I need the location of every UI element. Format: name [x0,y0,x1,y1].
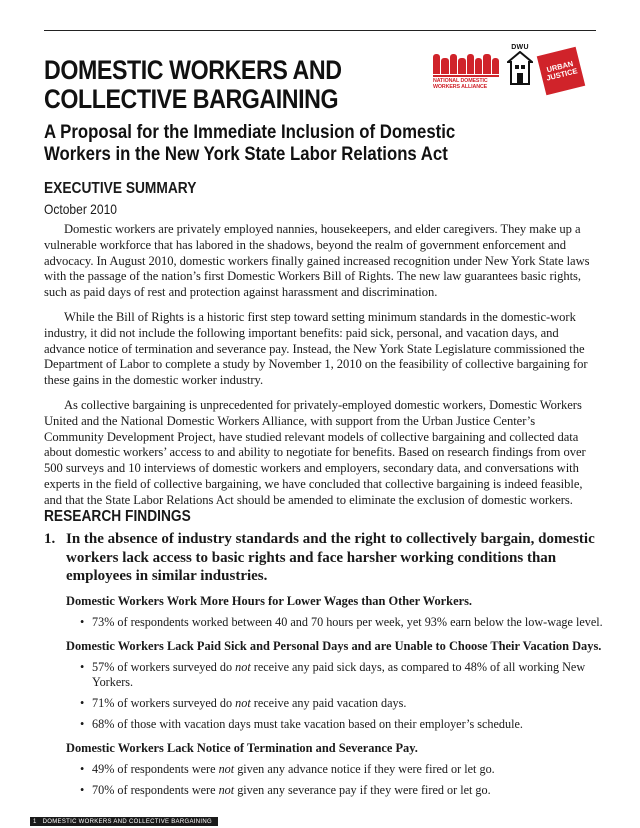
bullet-icon: • [80,762,85,776]
summary-paragraph-1: Domestic workers are privately employed nannies, housekeepers, and elder caregivers. They make up a vulnerable workforce that has labored in the shadows, beyond the realm of government enforcement and advocacy. In August 2010, domestic workers finally gained increased recognition under New York State laws with the passage of the nation’s first Domestic Workers Bill of Rights. The new law guarantees basic rights, such as paid days of rest and protection against harassment and discrimination. [44,222,590,300]
document-title [44,56,342,114]
executive-summary-body [44,222,594,518]
document-subtitle [44,121,455,165]
list-item: • 71% of workers surveyed do not receive any paid vacation days. [80,696,407,710]
subtitle-line-2: Workers in the New York State Labor Relations Act [44,143,448,165]
findings-details [66,594,606,807]
page-number: 1 [33,818,37,825]
top-rule [44,30,596,31]
list-item: • 49% of respondents were not given any advance notice if they were fired or let go. [80,762,495,776]
ndwa-logo [433,52,499,90]
list-item: • 57% of workers surveyed do not receive any paid sick days, as compared to 48% of all working New Yorkers. [80,660,586,689]
subtitle-line-1: A Proposal for the Immediate Inclusion of Domestic [44,121,456,143]
summary-paragraph-2: While the Bill of Rights is a historic first step toward setting minimum standards in the domestic-work industry, it did not include the following important benefits: paid sick, personal, and vacation days, and advance notice of termination and severance pay. Instead, the New York State Legislature commissioned the Department of Labor to complete a study by November 1, 2010 on the feasibility of collective bargaining for these gains in the domestic worker industry. [44,309,588,388]
ndwa-logo-text: NATIONAL DOMESTIC WORKERS ALLIANCE [433,78,488,90]
bullet-icon: • [80,615,85,629]
finding-text: In the absence of industry standards and the right to collectively bargain, domestic workers lack access to basic rights and face harsher working conditions than employees in similar industries. [66,531,595,584]
group-heading: Domestic Workers Work More Hours for Lower Wages than Other Workers. [66,594,472,608]
publication-date: October 2010 [44,201,117,217]
running-title: DOMESTIC WORKERS AND COLLECTIVE BARGAINING [42,818,212,825]
house-icon [507,51,533,85]
urban-justice-logo-text: URBAN JUSTICE [545,58,579,83]
finding-group [66,639,606,732]
finding-number: 1. [44,531,56,547]
finding-1 [44,530,604,586]
group-heading: Domestic Workers Lack Paid Sick and Personal Days and are Unable to Choose Their Vacation Days. [66,639,602,653]
dwu-logo-text: DWU [511,44,529,51]
bullet-icon: • [80,783,85,797]
finding-group [66,741,606,798]
footer-bar [30,817,218,826]
urban-justice-logo [537,47,585,95]
executive-summary-heading: EXECUTIVE SUMMARY [44,180,197,197]
bullet-icon: • [80,717,85,731]
ndwa-figures-graphic [433,52,499,74]
bullet-icon: • [80,696,85,710]
summary-paragraph-3: As collective bargaining is unprecedented for privately-employed domestic workers, Domestic Workers United and the National Domestic Workers Alliance, with support from the Urban Justice Center’s Community Development Project, have studied relevant models of collective bargaining and collected data about domestic workers’ access to and ability to negotiate for benefits. Based on research findings from over 500 surveys and 10 interviews of domestic workers and employers, secondary data, and conversations with experts in the field of collective bargaining, we have concluded that collective bargaining is indeed feasible, and that the State Labor Relations Act should be amended to eliminate the exclusion of domestic workers. [44,397,586,507]
list-item: • 70% of respondents were not given any severance pay if they were fired or let go. [80,783,491,797]
bullet-icon: • [80,660,85,674]
finding-group [66,594,606,630]
title-line-2: COLLECTIVE BARGAINING [44,84,339,114]
research-findings-heading: RESEARCH FINDINGS [44,508,191,525]
list-item: • 73% of respondents worked between 40 and 70 hours per week, yet 93% earn below the low-wage level. [80,615,603,629]
dwu-logo [507,44,533,90]
title-line-1: DOMESTIC WORKERS AND [44,55,342,85]
group-heading: Domestic Workers Lack Notice of Termination and Severance Pay. [66,741,418,755]
list-item: • 68% of those with vacation days must take vacation based on their employer’s schedule. [80,717,523,731]
